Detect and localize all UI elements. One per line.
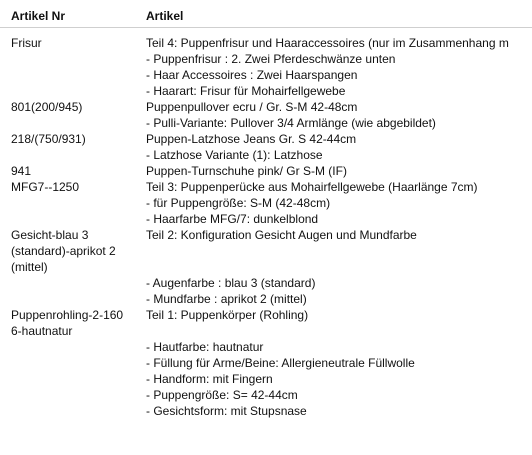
column-header-artikel: Artikel xyxy=(146,9,184,23)
artikel-nr-line: (mittel) xyxy=(11,260,48,274)
artikel-line xyxy=(146,259,532,275)
artikel-line: - Augenfarbe : blau 3 (standard) xyxy=(146,276,316,290)
cell-artikel xyxy=(146,227,532,307)
artikel-line: - Latzhose Variante (1): Latzhose xyxy=(146,148,323,162)
cell-artikel-nr xyxy=(11,163,139,179)
artikel-nr-line: 941 xyxy=(11,164,32,178)
artikel-line xyxy=(146,243,532,259)
table-row xyxy=(0,131,532,163)
artikel-line: Teil 1: Puppenkörper (Rohling) xyxy=(146,308,309,322)
artikel-line: - Haar Accessoires : Zwei Haarspangen xyxy=(146,68,358,82)
column-header-artikel-nr: Artikel Nr xyxy=(11,9,66,23)
cell-artikel xyxy=(146,179,532,227)
cell-artikel-nr xyxy=(11,179,139,195)
artikel-line: - Handform: mit Fingern xyxy=(146,372,273,386)
artikel-nr-line: 801(200/945) xyxy=(11,100,83,114)
artikel-nr-line: 218/(750/931) xyxy=(11,132,86,146)
artikel-nr-line: Gesicht-blau 3 xyxy=(11,228,89,242)
table-row xyxy=(0,307,532,419)
artikel-nr-line: Frisur xyxy=(11,36,42,50)
artikel-line: - Puppengröße: S= 42-44cm xyxy=(146,388,298,402)
cell-artikel xyxy=(146,35,532,99)
artikel-nr-line: (standard)-aprikot 2 xyxy=(11,244,116,258)
cell-artikel-nr xyxy=(11,307,139,339)
cell-artikel-nr xyxy=(11,99,139,115)
artikel-line: - Pulli-Variante: Pullover 3/4 Armlänge (wie abgebildet) xyxy=(146,116,436,130)
cell-artikel xyxy=(146,307,532,419)
table-body xyxy=(0,35,532,419)
table-header xyxy=(0,0,532,28)
artikel-nr-line: Puppenrohling-2-160 xyxy=(11,308,124,322)
artikel-line: - Hautfarbe: hautnatur xyxy=(146,340,264,354)
table-row xyxy=(0,99,532,131)
artikel-line: Teil 2: Konfiguration Gesicht Augen und Mundfarbe xyxy=(146,228,417,242)
table-row xyxy=(0,179,532,227)
cell-artikel-nr xyxy=(11,131,139,147)
artikel-line: - Haarfarbe MFG/7: dunkelblond xyxy=(146,212,319,226)
artikel-line: Teil 3: Puppenperücke aus Mohairfellgewebe (Haarlänge 7cm) xyxy=(146,180,478,194)
artikel-line xyxy=(146,323,532,339)
artikel-line: - Haarart: Frisur für Mohairfellgewebe xyxy=(146,84,346,98)
artikel-line: - Puppenfrisur : 2. Zwei Pferdeschwänze unten xyxy=(146,52,396,66)
artikel-line: - Mundfarbe : aprikot 2 (mittel) xyxy=(146,292,307,306)
artikel-line: Puppen-Latzhose Jeans Gr. S 42-44cm xyxy=(146,132,357,146)
cell-artikel xyxy=(146,99,532,131)
cell-artikel xyxy=(146,163,532,179)
artikel-line: - Füllung für Arme/Beine: Allergieneutrale Füllwolle xyxy=(146,356,415,370)
artikel-line: Puppen-Turnschuhe pink/ Gr S-M (IF) xyxy=(146,164,347,178)
artikel-line: - für Puppengröße: S-M (42-48cm) xyxy=(146,196,331,210)
artikel-nr-line: 6-hautnatur xyxy=(11,324,73,338)
artikel-line: Puppenpullover ecru / Gr. S-M 42-48cm xyxy=(146,100,358,114)
cell-artikel-nr xyxy=(11,227,139,275)
artikel-line: - Gesichtsform: mit Stupsnase xyxy=(146,404,307,418)
table-row xyxy=(0,227,532,307)
cell-artikel xyxy=(146,131,532,163)
cell-artikel-nr xyxy=(11,35,139,51)
artikel-line: Teil 4: Puppenfrisur und Haaraccessoires (nur im Zusammenhang m xyxy=(146,36,509,50)
table-row xyxy=(0,35,532,99)
table-row xyxy=(0,163,532,179)
artikel-nr-line: MFG7--1250 xyxy=(11,180,80,194)
